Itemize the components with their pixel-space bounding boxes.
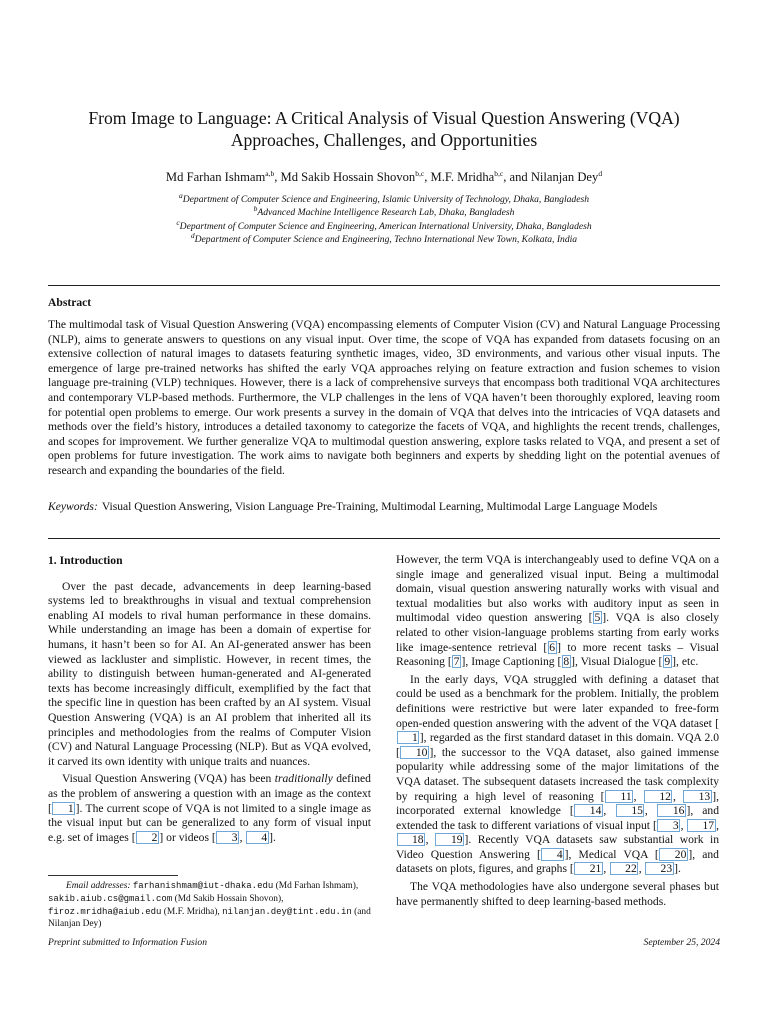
affiliation-list [40,190,728,246]
citation-link[interactable]: 6 [549,640,556,654]
citation-link[interactable]: 19 [435,833,464,846]
author-affil-marker: b,c [415,168,425,178]
affiliation [40,206,728,219]
citation-link[interactable]: 13 [683,790,712,803]
paper-title [40,107,728,151]
affiliation-text: Department of Computer Science and Engineering, American International University, Dhaka, Bangladesh [179,220,592,232]
citation-link[interactable]: 4 [246,831,269,844]
affiliation-text: Advanced Machine Intelligence Research Lab, Dhaka, Bangladesh [257,207,515,219]
abstract-heading: Abstract [48,296,92,309]
citation-link[interactable]: 22 [610,862,639,875]
section-heading-introduction: 1. Introduction [48,554,123,567]
footnote-rule [48,875,178,876]
citation-link[interactable]: 7 [453,655,460,669]
author-separator: , [424,170,431,184]
abstract-top-rule [48,285,720,286]
citation-link[interactable]: 10 [400,746,429,759]
email-link[interactable]: farhanishmam@iut-dhaka.edu [132,881,274,891]
author-list [40,169,728,185]
right-paragraph-3: The VQA methodologies have also undergone several phases but have permanently shifted to deep learning-based methods. [396,880,719,908]
citation-link[interactable]: 21 [574,862,603,875]
author-affil-marker: a,b [265,168,275,178]
affiliation [40,217,728,233]
right-column [396,553,719,909]
author-affil-marker: b,c [494,168,504,178]
author-separator: , and [503,170,531,184]
citation-link[interactable]: 17 [687,819,716,832]
footnote-label: Email addresses: [66,881,131,891]
keywords-label: Keywords: [48,500,98,513]
title-line-2: Approaches, Challenges, and Opportunities [230,130,538,150]
right-paragraph-2: In the early days, VQA struggled with defining a dataset that could be used as a benchmark for the problem. Initially, the problem definitions were restrictive but were later expanded to free-form open-ended question answering with the advent of the VQA dataset [1 ], regarded as the first standard dataset in this domain. VQA 2.0 [ 10 ], the successor to the VQA dataset, also gained immense popularity while addressing some of the major limitations of the VQA dataset. The subsequent datasets increased the task complexity by requiring a high level of reasoning [ 11 , 12 , 13 ], incorporated external knowledge [ 14 , 15 , 16 ], and extended the task to different variations of visual input [ 3 , 17 , 18 , 19 ]. Recently VQA datasets saw substantial work in Video Question Answering [ 4 ], Medical VQA [ 20 ], and datasets on plots, figures, and graphs [ 21 , 22 , 23 ]. [396,672,719,876]
keywords-text: Visual Question Answering, Vision Language Pre-Training, Multimodal Learning, Multimodal Large Language Models [101,500,658,513]
affiliation-marker: a [179,190,183,200]
citation-link[interactable]: 3 [216,831,239,844]
citation-link[interactable]: 4 [541,848,564,861]
citation-link[interactable]: 18 [397,833,426,846]
citation-link[interactable]: 9 [664,655,671,669]
email-link[interactable]: firoz.mridha@aiub.edu [48,906,162,917]
footnote-emails: Email addresses: farhanishmam@iut-dhaka.edu (Md Farhan Ishmam), sakib.aiub.cs@gmail.com (Md Sakib Hossain Shovon), firoz.mridha@aiub.edu (M.F. Mridha), nilanjan.dey@tint.edu.in (and Nilanjan Dey) [48,881,371,930]
affiliation [40,190,728,206]
author-name: Nilanjan Dey [530,170,599,184]
affiliation-marker: c [176,217,180,227]
author-name: Md Sakib Hossain Shovon [280,170,416,184]
keywords [48,500,720,515]
author-name: Md Farhan Ishmam [165,170,266,184]
email-link[interactable]: sakib.aiub.cs@gmail.com [48,893,173,904]
affiliation-text: Department of Computer Science and Engineering, Techno International New Town, Kolkata, India [194,233,578,245]
intro-paragraph-2: Visual Question Answering (VQA) has been traditionally defined as the problem of answering a question with an image as the context [ 1 ]. The current scope of VQA is not limited to a single image as the visual input but can be generalized to any form of visual input e.g. set of images [ 2 ] or videos [ 3 , 4 ]. [48,772,371,844]
citation-link[interactable]: 5 [594,611,601,625]
citation-link[interactable]: 15 [616,804,645,817]
citation-link[interactable]: 1 [52,802,75,815]
intro-paragraph-1: Over the past decade, advancements in deep learning-based systems led to breakthroughs in visual and textual comprehension enabling AI models to rival human performance in these domains. While understanding an image has been a domain of expertise for humans, it hasn’t been so for AI. An AI-generated answer has been viewed as lackluster and simplistic. However, in recent times, the ability to distinguish between human-generated and AI-generated texts has become increasingly difficult, exemplified by the fact that the specific line in question has been crafted by an AI system. Visual Question Answering (VQA) is an AI problem that inherited all its principles and methodologies from the realms of Computer Vision (CV) and Natural Language Processing (NLP). But as VQA evolved, it carved its own identity with unique traits and nuances. [48,579,371,768]
left-column [48,554,371,845]
citation-link[interactable]: 11 [605,790,633,803]
citation-link[interactable]: 23 [645,862,674,875]
emphasis-text: traditionally [274,772,333,786]
right-paragraph-1: However, the term VQA is interchangeably used to define VQA on a single image and generalized visual input. Being a multimodal domain, visual question answering naturally works with visual and textual modalities but also works with auditory input as seen in multimodal video question answering [ 5 ]. VQA is also closely related to other vision-language problems starting from early works like image-sentence retrieval [ 6 ] to more recent tasks – Visual Reasoning [ 7 ], Image Captioning [ 8 ], Visual Dialogue [ 9 ], etc. [396,553,719,669]
affiliation [40,230,728,246]
email-link[interactable]: nilanjan.dey@tint.edu.in [222,906,352,917]
author-affil-marker: d [598,168,603,178]
citation-link[interactable]: 12 [644,790,673,803]
citation-link[interactable]: 20 [659,848,688,861]
citation-link[interactable]: 8 [563,655,570,669]
abstract-text: The multimodal task of Visual Question Answering (VQA) encompassing elements of Computer Vision (CV) and Natural Language Processing (NLP), aims to generate answers to questions on any visual input. Over time, the scope of VQA has expanded from datasets focusing on an extensive collection of natural images to datasets featuring synthetic images, video, 3D environments, and various other visual inputs. The emergence of large pre-trained networks has shifted the early VQA approaches relying on feature extraction and fusion schemes to vision language pre-training (VLP) techniques. However, there is a lack of comprehensive surveys that encompass both traditional VQA architectures and contemporary VLP-based methods. Furthermore, the VLP challenges in the lens of VQA haven’t been thoroughly explored, leaving room for potential open problems to emerge. Our work presents a survey in the domain of VQA that delves into the intricacies of VQA datasets and methods over the field’s history, introduces a detailed taxonomy to categorize the facets of VQA, and highlights the recent trends, challenges, and scopes for improvement. We further generalize VQA to multimodal question answering, explore tasks related to VQA, and present a set of open problems for future investigation. The work aims to navigate both beginners and experts by shedding light on the potential avenues of research and expanding the boundaries of the field. [48,318,720,477]
affiliation-marker: d [190,230,195,240]
footer-preprint-note: Preprint submitted to Information Fusion [48,937,208,948]
affiliation-text: Department of Computer Science and Engineering, Islamic University of Technology, Dhaka, Bangladesh [182,194,589,205]
citation-link[interactable]: 1 [397,731,420,744]
abstract-bottom-rule [48,538,720,539]
author-name: M.F. Mridha [430,170,495,184]
affiliation-marker: b [253,204,258,214]
citation-link[interactable]: 2 [136,831,159,844]
citation-link[interactable]: 16 [657,804,686,817]
citation-link[interactable]: 3 [657,819,680,832]
title-line-1: From Image to Language: A Critical Analysis of Visual Question Answering (VQA) [88,108,680,128]
citation-link[interactable]: 14 [574,804,603,817]
author-separator: , [274,170,281,184]
footer-date: September 25, 2024 [643,937,720,948]
